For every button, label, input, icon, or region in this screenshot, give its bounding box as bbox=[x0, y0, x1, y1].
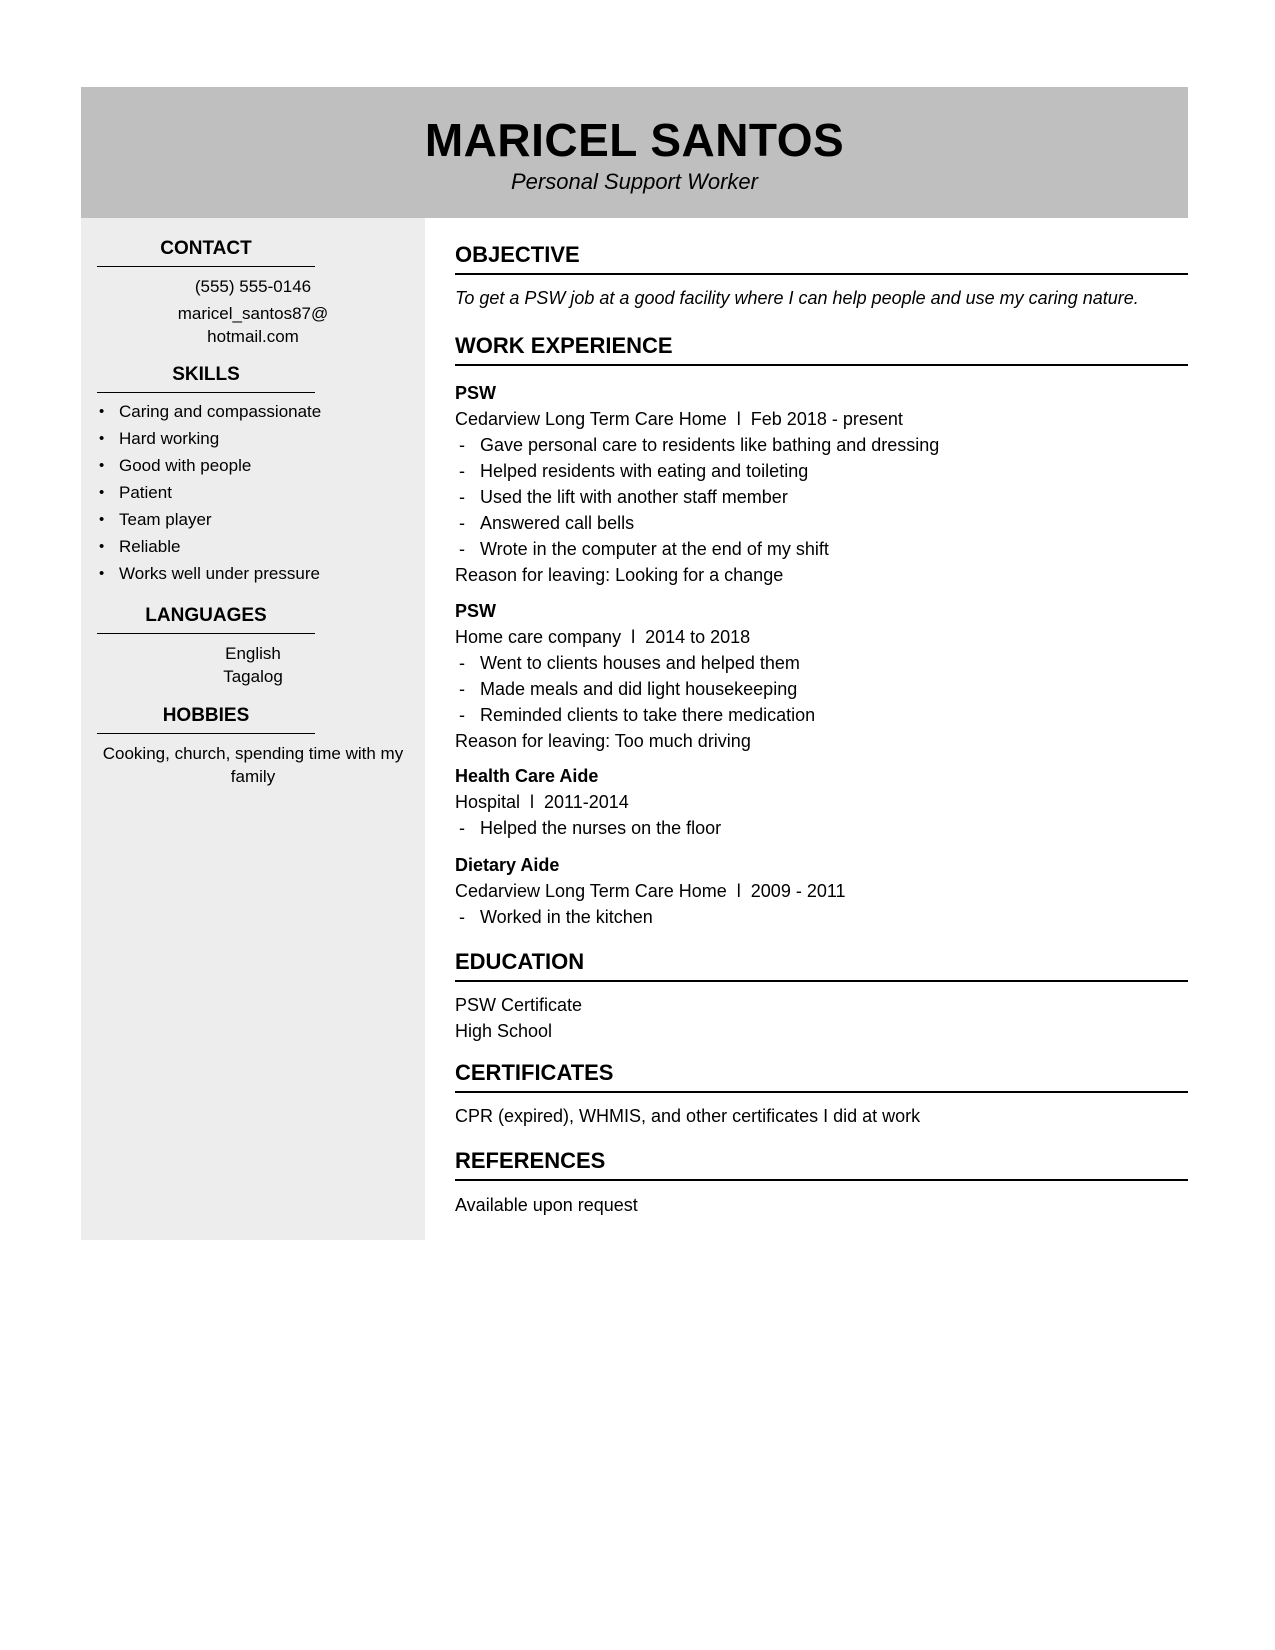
bullet-icon: • bbox=[99, 538, 105, 555]
hobbies-title: HOBBIES bbox=[97, 705, 315, 734]
skill-item: • Hard working bbox=[97, 425, 397, 452]
job-entry bbox=[455, 763, 1188, 841]
objective-section bbox=[455, 242, 1188, 275]
skills-title: SKILLS bbox=[97, 364, 315, 393]
bullet-icon: • bbox=[99, 484, 105, 501]
bullet-icon: • bbox=[99, 403, 105, 420]
contact-phone: (555) 555-0146 bbox=[194, 277, 312, 296]
job-entry bbox=[455, 852, 1188, 930]
candidate-name: MARICEL SANTOS bbox=[424, 114, 845, 166]
education-item: High School bbox=[455, 1021, 553, 1041]
education-title: EDUCATION bbox=[455, 949, 1188, 982]
education-list bbox=[455, 992, 582, 1044]
objective-text: To get a PSW job at a good facility where I can help people and use my caring nature. bbox=[455, 288, 1139, 308]
dash-icon: - bbox=[459, 705, 465, 725]
candidate-role: Personal Support Worker bbox=[511, 169, 758, 194]
job-bullet: - Worked in the kitchen bbox=[455, 904, 1188, 930]
references-title: REFERENCES bbox=[455, 1148, 1188, 1181]
certificates-text: CPR (expired), WHMIS, and other certificates I did at work bbox=[455, 1106, 921, 1126]
bullet-icon: • bbox=[99, 430, 105, 447]
hobbies-text: Cooking, church, spending time with my family bbox=[102, 744, 404, 786]
job-title: PSW bbox=[455, 383, 497, 403]
languages-title: LANGUAGES bbox=[97, 605, 315, 634]
work-section bbox=[455, 333, 1188, 366]
job-title: Dietary Aide bbox=[455, 855, 560, 875]
job-reason: Reason for leaving: Looking for a change bbox=[455, 565, 784, 585]
job-bullet: - Reminded clients to take there medication bbox=[455, 702, 1188, 728]
education-section bbox=[455, 949, 1188, 982]
dash-icon: - bbox=[459, 513, 465, 533]
job-meta: Cedarview Long Term Care Home l Feb 2018 - present bbox=[455, 409, 903, 429]
bullet-icon: • bbox=[99, 457, 105, 474]
dash-icon: - bbox=[459, 907, 465, 927]
objective-title: OBJECTIVE bbox=[455, 242, 1188, 275]
skill-item: • Team player bbox=[97, 506, 397, 533]
skill-item: • Good with people bbox=[97, 452, 397, 479]
education-item: PSW Certificate bbox=[455, 995, 583, 1015]
contact-heading bbox=[97, 238, 315, 267]
job-bullet: - Helped residents with eating and toileting bbox=[455, 458, 1188, 484]
job-bullet: - Answered call bells bbox=[455, 510, 1188, 536]
job-entry bbox=[455, 380, 1188, 588]
hobbies-heading bbox=[97, 705, 315, 734]
dash-icon: - bbox=[459, 818, 465, 838]
dash-icon: - bbox=[459, 461, 465, 481]
language-item: Tagalog bbox=[223, 667, 283, 686]
contact-email-line2: hotmail.com bbox=[207, 327, 299, 346]
bullet-icon: • bbox=[99, 565, 105, 582]
job-bullet: - Helped the nurses on the floor bbox=[455, 815, 1188, 841]
job-meta: Hospital l 2011-2014 bbox=[455, 792, 629, 812]
bullet-icon: • bbox=[99, 511, 105, 528]
language-item: English bbox=[225, 644, 281, 663]
skill-item: • Works well under pressure bbox=[97, 560, 397, 587]
skill-item: • Patient bbox=[97, 479, 397, 506]
job-bullet: - Gave personal care to residents like bathing and dressing bbox=[455, 432, 1188, 458]
skill-item: • Reliable bbox=[97, 533, 397, 560]
job-bullet: - Wrote in the computer at the end of my shift bbox=[455, 536, 1188, 562]
job-title: PSW bbox=[455, 601, 497, 621]
skills-list bbox=[97, 398, 397, 587]
dash-icon: - bbox=[459, 487, 465, 507]
job-title: Health Care Aide bbox=[455, 766, 599, 786]
languages-heading bbox=[97, 605, 315, 634]
certificates-section bbox=[455, 1060, 1188, 1093]
dash-icon: - bbox=[459, 679, 465, 699]
dash-icon: - bbox=[459, 539, 465, 559]
job-bullets bbox=[455, 815, 1188, 841]
job-bullets bbox=[455, 650, 1188, 728]
skills-heading bbox=[97, 364, 315, 393]
work-title: WORK EXPERIENCE bbox=[455, 333, 1188, 366]
sidebar bbox=[81, 218, 425, 1240]
job-meta: Cedarview Long Term Care Home l 2009 - 2011 bbox=[455, 881, 846, 901]
references-section bbox=[455, 1148, 1188, 1181]
references-text: Available upon request bbox=[455, 1195, 638, 1215]
job-meta: Home care company l 2014 to 2018 bbox=[455, 627, 751, 647]
dash-icon: - bbox=[459, 653, 465, 673]
languages-list bbox=[97, 642, 409, 688]
skill-item: • Caring and compassionate bbox=[97, 398, 397, 425]
job-bullet: - Used the lift with another staff member bbox=[455, 484, 1188, 510]
job-bullet: - Went to clients houses and helped them bbox=[455, 650, 1188, 676]
job-bullet: - Made meals and did light housekeeping bbox=[455, 676, 1188, 702]
job-bullets bbox=[455, 432, 1188, 562]
job-bullets bbox=[455, 904, 1188, 930]
contact-title: CONTACT bbox=[97, 238, 315, 267]
job-reason: Reason for leaving: Too much driving bbox=[455, 731, 751, 751]
contact-details bbox=[97, 275, 409, 348]
dash-icon: - bbox=[459, 435, 465, 455]
resume-header bbox=[81, 87, 1188, 218]
certificates-title: CERTIFICATES bbox=[455, 1060, 1188, 1093]
contact-email-line1: maricel_santos87@ bbox=[177, 304, 329, 323]
job-entry bbox=[455, 598, 1188, 754]
